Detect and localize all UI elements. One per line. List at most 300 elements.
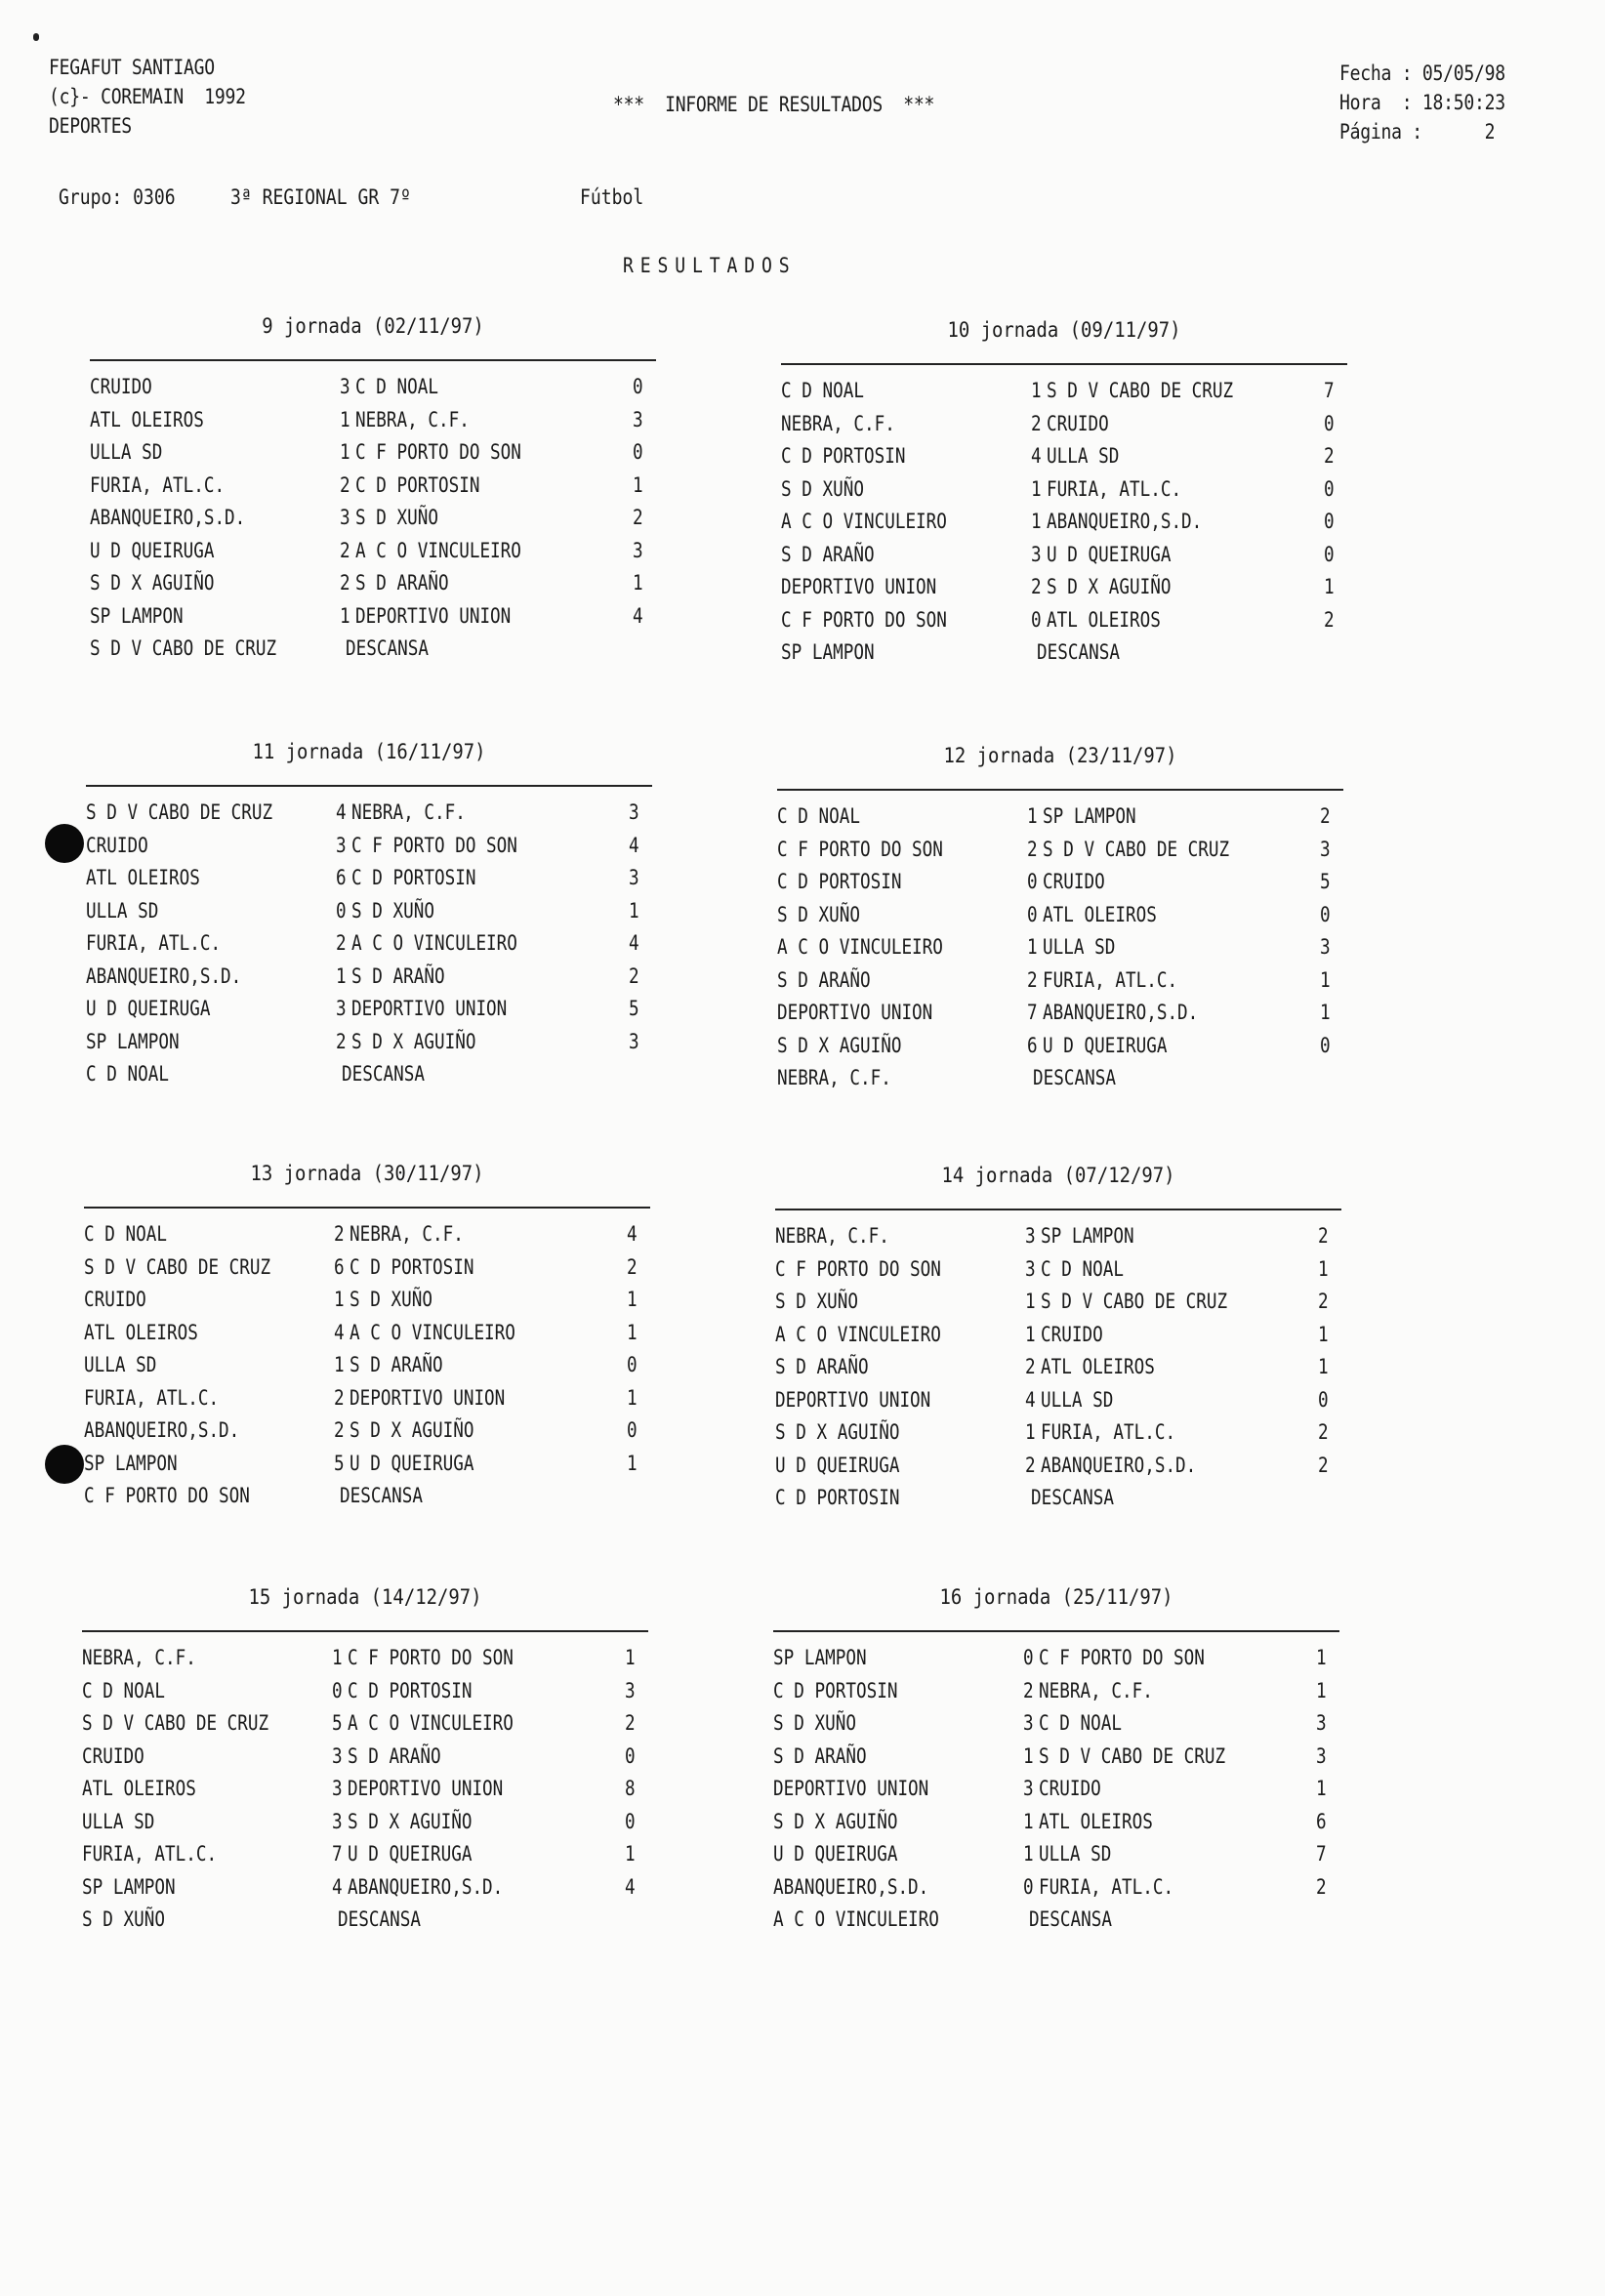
home-team: ULLA SD <box>84 1353 157 1376</box>
away-team: ATL OLEIROS <box>1047 607 1161 632</box>
home-team: DEPORTIVO UNION <box>777 1001 933 1024</box>
away-goals: 1 <box>627 1451 638 1475</box>
away-team: ABANQUEIRO,S.D. <box>1041 1453 1197 1477</box>
match-row <box>781 575 1347 608</box>
home-goals: 0 <box>332 1678 343 1702</box>
away-team: C F PORTO DO SON <box>351 833 517 857</box>
home-team: CRUIDO <box>86 833 148 857</box>
away-team: FURIA, ATL.C. <box>1047 476 1182 501</box>
home-goals: 5 <box>334 1451 345 1475</box>
away-team: A C O VINCULEIRO <box>348 1711 514 1735</box>
away-goals: 1 <box>629 898 639 922</box>
away-goals: 6 <box>1316 1809 1327 1833</box>
match-row <box>773 1679 1339 1712</box>
match-row <box>84 1418 650 1452</box>
match-row <box>86 997 652 1030</box>
home-team: ABANQUEIRO,S.D. <box>86 964 242 988</box>
home-goals: 2 <box>1025 1453 1036 1477</box>
home-team: S D X AGUIÑO <box>773 1809 898 1833</box>
home-team: NEBRA, C.F. <box>775 1224 889 1248</box>
away-team: NEBRA, C.F. <box>355 407 470 431</box>
home-goals: 2 <box>1027 967 1038 992</box>
resting-team: A C O VINCULEIRO <box>773 1907 939 1931</box>
rest-label: DESCANSA <box>338 1907 421 1931</box>
home-goals: 1 <box>1027 804 1038 828</box>
jornada-title: 13 jornada (30/11/97) <box>250 1162 484 1185</box>
away-goals: 0 <box>1324 476 1335 501</box>
match-row <box>773 1711 1339 1744</box>
away-team: ATL OLEIROS <box>1039 1809 1153 1833</box>
home-team: U D QUEIRUGA <box>86 997 211 1020</box>
match-row <box>777 1001 1343 1034</box>
rest-row <box>82 1907 648 1941</box>
away-team: SP LAMPON <box>1043 804 1136 828</box>
away-goals: 1 <box>1318 1355 1329 1378</box>
away-goals: 1 <box>633 472 643 497</box>
home-team: S D XUÑO <box>775 1290 858 1313</box>
home-goals: 1 <box>334 1353 345 1376</box>
rest-row <box>86 1062 652 1095</box>
match-row <box>781 379 1347 412</box>
away-goals: 2 <box>629 964 639 988</box>
home-goals: 4 <box>1031 444 1042 468</box>
jornada-block <box>90 314 656 670</box>
report-title: *** INFORME DE RESULTADOS *** <box>613 93 935 116</box>
home-team: S D V CABO DE CRUZ <box>86 800 273 824</box>
away-goals: 2 <box>1318 1224 1329 1248</box>
home-goals: 1 <box>1027 935 1038 959</box>
match-row <box>775 1454 1341 1487</box>
home-team: ABANQUEIRO,S.D. <box>90 506 246 529</box>
rest-row <box>773 1907 1339 1941</box>
away-team: DEPORTIVO UNION <box>351 997 508 1020</box>
home-goals: 0 <box>1023 1646 1034 1669</box>
home-team: A C O VINCULEIRO <box>775 1322 941 1346</box>
match-row <box>82 1711 648 1744</box>
home-team: C D NOAL <box>84 1222 167 1246</box>
match-row <box>86 899 652 932</box>
jornada-block <box>86 740 652 1095</box>
away-team: CRUIDO <box>1047 411 1109 435</box>
away-team: S D V CABO DE CRUZ <box>1039 1743 1226 1768</box>
match-row <box>82 1744 648 1778</box>
home-goals: 6 <box>336 866 347 889</box>
home-team: C F PORTO DO SON <box>777 837 943 861</box>
match-row <box>82 1679 648 1712</box>
home-team: C D PORTOSIN <box>777 870 902 893</box>
match-row <box>90 604 656 637</box>
match-row <box>90 571 656 604</box>
away-goals: 3 <box>1316 1743 1327 1768</box>
home-goals: 1 <box>340 603 350 628</box>
rest-row <box>90 636 656 670</box>
away-team: S D X AGUIÑO <box>350 1418 474 1442</box>
match-row <box>781 608 1347 641</box>
match-row <box>86 1030 652 1063</box>
match-row <box>777 903 1343 936</box>
away-goals: 4 <box>625 1874 636 1899</box>
home-goals: 7 <box>1027 1001 1038 1024</box>
home-team: ATL OLEIROS <box>86 866 200 889</box>
home-team: ULLA SD <box>86 898 159 922</box>
match-row <box>86 866 652 899</box>
jornada-title: 14 jornada (07/12/97) <box>941 1164 1175 1187</box>
page-line: Página : 2 <box>1339 120 1496 144</box>
away-goals: 2 <box>1320 804 1331 828</box>
home-goals: 2 <box>336 931 347 955</box>
away-team: U D QUEIRUGA <box>1043 1033 1168 1057</box>
home-goals: 7 <box>332 1842 343 1866</box>
home-goals: 5 <box>332 1711 343 1735</box>
jornada-block <box>775 1164 1341 1519</box>
home-team: C D NOAL <box>781 379 864 402</box>
away-goals: 0 <box>633 440 643 464</box>
match-row <box>777 935 1343 968</box>
home-team: C D NOAL <box>82 1678 165 1702</box>
home-team: S D XUÑO <box>781 476 864 501</box>
away-goals: 0 <box>1324 542 1335 566</box>
jornada-divider <box>775 1209 1341 1210</box>
away-team: FURIA, ATL.C. <box>1041 1420 1176 1444</box>
home-goals: 3 <box>1025 1256 1036 1281</box>
match-row <box>775 1355 1341 1388</box>
away-team: ATL OLEIROS <box>1041 1355 1155 1378</box>
home-goals: 3 <box>1023 1777 1034 1800</box>
home-goals: 1 <box>1025 1322 1036 1346</box>
away-goals: 3 <box>629 866 639 889</box>
home-goals: 3 <box>336 997 347 1020</box>
home-team: ULLA SD <box>82 1809 155 1833</box>
home-team: C D NOAL <box>777 804 860 828</box>
home-team: CRUIDO <box>82 1743 144 1768</box>
home-goals: 6 <box>334 1254 345 1279</box>
home-team: U D QUEIRUGA <box>775 1453 900 1477</box>
match-row <box>781 412 1347 445</box>
away-team: DEPORTIVO UNION <box>350 1385 506 1410</box>
home-goals: 1 <box>1023 1743 1034 1768</box>
away-goals: 0 <box>1324 411 1335 435</box>
home-team: S D X AGUIÑO <box>90 571 215 594</box>
time-line: Hora : 18:50:23 <box>1339 91 1505 114</box>
away-goals: 4 <box>627 1222 638 1246</box>
away-team: S D XUÑO <box>350 1288 432 1311</box>
away-team: S D ARAÑO <box>348 1743 441 1768</box>
home-goals: 1 <box>1023 1809 1034 1833</box>
away-team: A C O VINCULEIRO <box>351 931 517 955</box>
match-row <box>775 1224 1341 1257</box>
away-goals: 2 <box>1318 1420 1329 1444</box>
match-row <box>773 1810 1339 1843</box>
away-goals: 0 <box>625 1743 636 1768</box>
home-goals: 1 <box>1025 1290 1036 1313</box>
home-team: FURIA, ATL.C. <box>84 1385 220 1410</box>
resting-team: C D PORTOSIN <box>775 1486 900 1509</box>
match-row <box>781 477 1347 511</box>
away-goals: 3 <box>625 1678 636 1702</box>
jornada-divider <box>90 359 656 361</box>
away-goals: 3 <box>633 538 643 562</box>
match-row <box>775 1388 1341 1421</box>
match-row <box>90 473 656 507</box>
scan-mark <box>33 33 39 41</box>
away-team: CRUIDO <box>1039 1777 1101 1800</box>
home-goals: 1 <box>1023 1842 1034 1866</box>
sport-label: Fútbol <box>580 185 644 209</box>
away-team: ABANQUEIRO,S.D. <box>1043 1001 1199 1024</box>
home-team: DEPORTIVO UNION <box>773 1777 929 1800</box>
away-team: S D XUÑO <box>355 506 438 529</box>
resting-team: S D V CABO DE CRUZ <box>90 636 277 660</box>
match-row <box>90 539 656 572</box>
home-goals: 4 <box>334 1320 345 1344</box>
home-team: SP LAMPON <box>84 1451 178 1475</box>
away-team: S D V CABO DE CRUZ <box>1047 379 1234 402</box>
home-team: CRUIDO <box>90 375 152 398</box>
match-row <box>84 1452 650 1485</box>
home-team: S D V CABO DE CRUZ <box>84 1254 271 1279</box>
away-goals: 0 <box>1318 1387 1329 1412</box>
match-row <box>86 834 652 867</box>
rest-row <box>781 640 1347 674</box>
home-goals: 2 <box>336 1029 347 1053</box>
match-row <box>777 870 1343 903</box>
home-goals: 1 <box>1031 510 1042 533</box>
away-team: FURIA, ATL.C. <box>1043 967 1178 992</box>
match-row <box>84 1222 650 1255</box>
home-team: S D ARAÑO <box>773 1743 867 1768</box>
away-team: SP LAMPON <box>1041 1224 1134 1248</box>
away-team: CRUIDO <box>1043 870 1105 893</box>
home-goals: 3 <box>332 1777 343 1800</box>
away-goals: 2 <box>1318 1290 1329 1313</box>
jornada-title: 12 jornada (23/11/97) <box>943 744 1177 767</box>
home-goals: 1 <box>1031 379 1042 402</box>
home-team: S D X AGUIÑO <box>777 1033 902 1057</box>
home-team: DEPORTIVO UNION <box>775 1387 931 1412</box>
home-goals: 0 <box>336 898 347 922</box>
jornada-block <box>777 744 1343 1099</box>
jornada-divider <box>82 1630 648 1632</box>
away-goals: 1 <box>625 1842 636 1866</box>
home-team: S D XUÑO <box>777 902 860 926</box>
group-code: Grupo: 0306 <box>59 185 176 209</box>
away-team: C D PORTOSIN <box>351 866 476 889</box>
away-team: U D QUEIRUGA <box>1047 542 1172 566</box>
home-team: A C O VINCULEIRO <box>781 510 947 533</box>
home-team: FURIA, ATL.C. <box>86 931 222 955</box>
home-goals: 4 <box>336 800 347 824</box>
home-team: C F PORTO DO SON <box>775 1256 941 1281</box>
away-team: S D V CABO DE CRUZ <box>1043 837 1230 861</box>
away-goals: 0 <box>625 1809 636 1833</box>
home-goals: 1 <box>340 407 350 431</box>
resting-team: S D XUÑO <box>82 1907 165 1931</box>
away-team: S D V CABO DE CRUZ <box>1041 1290 1228 1313</box>
match-row <box>775 1420 1341 1454</box>
org-line: FEGAFUT SANTIAGO <box>49 56 215 79</box>
home-team: U D QUEIRUGA <box>773 1842 898 1866</box>
away-goals: 7 <box>1324 379 1335 402</box>
home-team: ATL OLEIROS <box>90 407 204 431</box>
organization-block <box>49 53 246 141</box>
away-goals: 4 <box>629 931 639 955</box>
away-goals: 1 <box>1324 575 1335 598</box>
home-goals: 6 <box>1027 1033 1038 1057</box>
away-team: A C O VINCULEIRO <box>350 1320 515 1344</box>
away-goals: 0 <box>1324 510 1335 533</box>
rest-label: DESCANSA <box>1031 1486 1114 1509</box>
resting-team: NEBRA, C.F. <box>777 1066 891 1089</box>
home-goals: 3 <box>1023 1711 1034 1735</box>
away-goals: 0 <box>1320 1033 1331 1057</box>
away-team: S D ARAÑO <box>355 571 449 594</box>
match-row <box>777 804 1343 838</box>
away-goals: 5 <box>1320 870 1331 893</box>
home-goals: 2 <box>1027 837 1038 861</box>
away-team: A C O VINCULEIRO <box>355 538 521 562</box>
resting-team: SP LAMPON <box>781 640 875 664</box>
away-goals: 1 <box>1316 1777 1327 1800</box>
match-row <box>773 1646 1339 1679</box>
away-team: C F PORTO DO SON <box>348 1646 514 1669</box>
away-goals: 7 <box>1316 1842 1327 1866</box>
away-goals: 1 <box>1320 1001 1331 1024</box>
home-team: SP LAMPON <box>773 1646 867 1669</box>
away-team: S D X AGUIÑO <box>348 1809 473 1833</box>
home-team: SP LAMPON <box>90 603 184 628</box>
home-team: ABANQUEIRO,S.D. <box>773 1874 929 1899</box>
home-team: ULLA SD <box>90 440 163 464</box>
away-team: U D QUEIRUGA <box>348 1842 473 1866</box>
home-goals: 1 <box>1025 1420 1036 1444</box>
punch-hole <box>45 1445 84 1484</box>
away-goals: 3 <box>629 800 639 824</box>
away-team: S D ARAÑO <box>351 964 445 988</box>
home-goals: 2 <box>340 571 350 594</box>
away-goals: 0 <box>633 375 643 398</box>
home-team: S D XUÑO <box>773 1711 856 1735</box>
match-row <box>777 838 1343 871</box>
away-goals: 2 <box>1324 607 1335 632</box>
match-row <box>82 1875 648 1908</box>
match-row <box>82 1842 648 1875</box>
away-goals: 3 <box>629 1029 639 1053</box>
away-team: ATL OLEIROS <box>1043 902 1157 926</box>
match-row <box>84 1353 650 1386</box>
away-team: DEPORTIVO UNION <box>355 603 512 628</box>
home-goals: 0 <box>1023 1874 1034 1899</box>
match-row <box>84 1255 650 1289</box>
match-row <box>90 506 656 539</box>
home-goals: 1 <box>334 1288 345 1311</box>
away-goals: 1 <box>627 1288 638 1311</box>
home-goals: 1 <box>1031 476 1042 501</box>
home-goals: 2 <box>334 1385 345 1410</box>
match-row <box>777 1034 1343 1067</box>
home-goals: 1 <box>332 1646 343 1669</box>
jornada-title: 15 jornada (14/12/97) <box>248 1585 482 1609</box>
match-row <box>781 543 1347 576</box>
resting-team: C F PORTO DO SON <box>84 1484 250 1507</box>
jornada-block <box>773 1585 1339 1941</box>
home-goals: 2 <box>1025 1355 1036 1378</box>
away-goals: 2 <box>625 1711 636 1735</box>
away-goals: 2 <box>633 506 643 529</box>
away-team: ABANQUEIRO,S.D. <box>348 1874 504 1899</box>
home-team: FURIA, ATL.C. <box>82 1842 218 1866</box>
away-team: U D QUEIRUGA <box>350 1451 474 1475</box>
home-goals: 3 <box>336 833 347 857</box>
away-goals: 4 <box>633 603 643 628</box>
away-team: C F PORTO DO SON <box>355 440 521 464</box>
match-row <box>773 1744 1339 1778</box>
match-row <box>90 408 656 441</box>
org-line: DEPORTES <box>49 114 132 138</box>
home-goals: 0 <box>1031 607 1042 632</box>
punch-hole <box>45 824 84 863</box>
home-goals: 2 <box>334 1418 345 1442</box>
away-team: ULLA SD <box>1041 1387 1114 1412</box>
home-team: ATL OLEIROS <box>82 1777 196 1800</box>
away-team: FURIA, ATL.C. <box>1039 1874 1174 1899</box>
away-team: ULLA SD <box>1047 444 1120 468</box>
home-goals: 0 <box>1027 870 1038 893</box>
match-row <box>775 1257 1341 1291</box>
home-goals: 3 <box>332 1809 343 1833</box>
away-team: S D XUÑO <box>351 898 434 922</box>
resting-team: C D NOAL <box>86 1062 169 1086</box>
away-team: ULLA SD <box>1039 1842 1112 1866</box>
jornada-title: 16 jornada (25/11/97) <box>939 1585 1173 1609</box>
away-team: S D ARAÑO <box>350 1353 443 1376</box>
home-goals: 3 <box>340 506 350 529</box>
match-row <box>86 964 652 998</box>
away-team: S D X AGUIÑO <box>1047 575 1172 598</box>
rest-row <box>777 1066 1343 1099</box>
home-goals: 0 <box>1027 902 1038 926</box>
away-goals: 3 <box>1320 837 1331 861</box>
away-team: NEBRA, C.F. <box>351 800 466 824</box>
match-row <box>82 1646 648 1679</box>
home-goals: 3 <box>1025 1224 1036 1248</box>
home-team: SP LAMPON <box>82 1874 176 1899</box>
away-goals: 1 <box>627 1385 638 1410</box>
home-team: S D ARAÑO <box>775 1355 869 1378</box>
jornada-block <box>84 1162 650 1517</box>
home-team: A C O VINCULEIRO <box>777 935 943 959</box>
away-team: S D X AGUIÑO <box>351 1029 476 1053</box>
jornada-divider <box>777 789 1343 791</box>
away-team: ULLA SD <box>1043 935 1116 959</box>
jornada-divider <box>773 1630 1339 1632</box>
away-goals: 3 <box>1316 1711 1327 1735</box>
jornada-block <box>781 318 1347 674</box>
match-row <box>90 375 656 408</box>
away-goals: 0 <box>627 1418 638 1442</box>
match-row <box>773 1842 1339 1875</box>
match-row <box>775 1323 1341 1356</box>
away-team: C D PORTOSIN <box>355 472 480 497</box>
home-goals: 4 <box>1025 1387 1036 1412</box>
match-row <box>773 1777 1339 1810</box>
away-goals: 3 <box>633 407 643 431</box>
away-goals: 2 <box>627 1254 638 1279</box>
away-team: NEBRA, C.F. <box>350 1222 464 1246</box>
match-row <box>777 968 1343 1002</box>
jornada-title: 9 jornada (02/11/97) <box>262 314 484 338</box>
home-team: C F PORTO DO SON <box>781 607 947 632</box>
home-goals: 2 <box>334 1222 345 1246</box>
